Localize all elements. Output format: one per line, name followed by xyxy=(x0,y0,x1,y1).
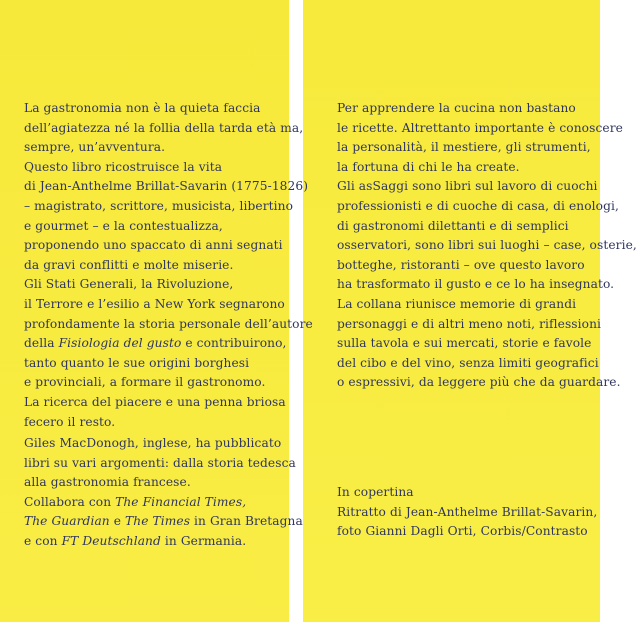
text-line: o espressivi, da leggere più che da guardare. xyxy=(337,375,621,390)
text-line: Per apprendere la cucina non bastano xyxy=(337,101,576,115)
text-segment: Collabora con xyxy=(24,494,116,509)
text-line: Questo libro ricostruisce la vita xyxy=(24,159,223,174)
text-line: e gourmet – e la contestualizza, xyxy=(24,218,223,233)
text-line: proponendo uno spaccato di anni segnati xyxy=(24,238,283,253)
text-line: alla gastronomia francese. xyxy=(24,475,191,490)
text-line: Gli asSaggi sono libri sul lavoro di cuochi xyxy=(337,179,598,194)
text-line xyxy=(24,512,303,532)
newspaper-title-italic: The Times xyxy=(125,514,191,529)
book-title-italic: Fisiologia del gusto xyxy=(58,336,182,351)
text-segment: e contribuirono, xyxy=(181,336,287,351)
text-segment: della xyxy=(24,336,59,351)
text-line: La collana riunisce memorie di grandi xyxy=(337,296,577,311)
text-line: la fortuna di chi le ha create. xyxy=(337,159,520,174)
text-line xyxy=(24,532,303,552)
text-line: dell’agiatezza né la follia della tarda età ma, xyxy=(24,120,304,135)
text-line: foto Gianni Dagli Orti, Corbis/Contrasto xyxy=(337,524,588,539)
text-line: personaggi e di altri meno noti, riflessioni xyxy=(337,316,602,331)
text-line: Giles MacDonogh, inglese, ha pubblicato xyxy=(24,436,282,450)
newspaper-title-italic: The Guardian xyxy=(24,514,110,529)
text-line: sulla tavola e sui mercati, storie e favole xyxy=(337,336,592,351)
book-description xyxy=(24,99,313,432)
cover-credit xyxy=(337,483,597,542)
cover-credit-heading: In copertina xyxy=(337,485,414,499)
text-line: botteghe, ristoranti – ove questo lavoro xyxy=(337,257,585,272)
text-line: sempre, un’avventura. xyxy=(24,140,166,155)
text-line: – magistrato, scrittore, musicista, libertino xyxy=(24,198,294,213)
text-line: fecero il resto. xyxy=(24,414,116,429)
text-segment: e xyxy=(109,514,126,529)
text-segment: in Germania. xyxy=(160,533,247,548)
text-line: il Terrore e l’esilio a New York segnarono xyxy=(24,296,285,311)
text-line: osservatori, sono libri sui luoghi – case, osterie, xyxy=(337,238,637,253)
text-line: e provinciali, a formare il gastronomo. xyxy=(24,375,266,390)
newspaper-title-italic: The Financial Times, xyxy=(115,494,247,509)
text-segment: in Gran Bretagna xyxy=(190,514,303,529)
text-line: profondamente la storia personale dell’autore xyxy=(24,316,313,331)
text-line: La gastronomia non è la quieta faccia xyxy=(24,101,261,115)
text-line xyxy=(24,334,313,354)
text-line: Gli Stati Generali, la Rivoluzione, xyxy=(24,277,234,292)
text-line: da gravi conflitti e molte miserie. xyxy=(24,257,234,272)
text-line: ha trasformato il gusto e ce lo ha insegnato. xyxy=(337,277,615,292)
newspaper-title-italic: FT Deutschland xyxy=(61,533,161,548)
series-description xyxy=(337,99,637,393)
text-line: le ricette. Altrettanto importante è conoscere xyxy=(337,120,623,135)
text-segment: e con xyxy=(24,533,62,548)
text-line: di Jean-Anthelme Brillat-Savarin (1775-1826) xyxy=(24,179,309,194)
text-line: la personalità, il mestiere, gli strumenti, xyxy=(337,140,591,155)
text-line: La ricerca del piacere e una penna briosa xyxy=(24,394,286,409)
text-line: tanto quanto le sue origini borghesi xyxy=(24,355,250,370)
text-line: Ritratto di Jean-Anthelme Brillat-Savarin, xyxy=(337,504,598,519)
text-line: libri su vari argomenti: dalla storia tedesca xyxy=(24,455,296,470)
text-line: professionisti e di cuoche di casa, di enologi, xyxy=(337,198,619,213)
text-line: di gastronomi dilettanti e di semplici xyxy=(337,218,569,233)
text-line xyxy=(24,493,303,513)
author-bio xyxy=(24,434,303,552)
text-line: del cibo e del vino, senza limiti geografici xyxy=(337,355,599,370)
